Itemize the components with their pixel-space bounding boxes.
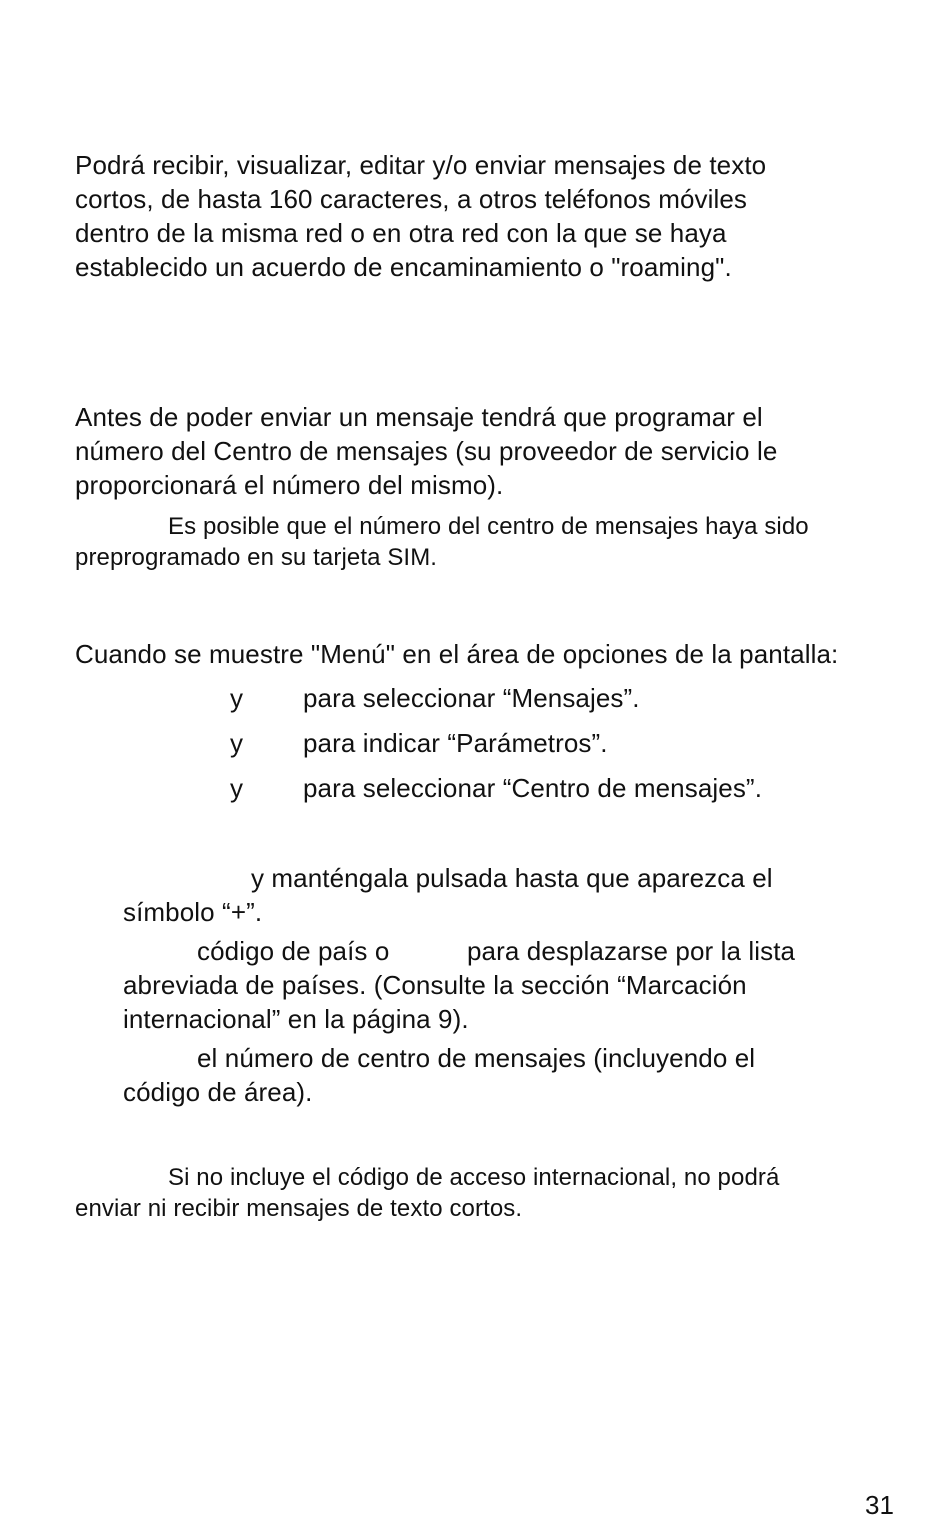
setup-line: proporcionará el número del mismo). bbox=[75, 470, 504, 500]
setup-line: número del Centro de mensajes (su proveedor de servicio le bbox=[75, 436, 778, 466]
step-connector: y bbox=[230, 683, 244, 713]
setup-line: Antes de poder enviar un mensaje tendrá que programar el bbox=[75, 402, 763, 432]
entry-step-3: el número de centro de mensajes (incluyendo el bbox=[197, 1043, 756, 1073]
intro-line: establecido un acuerdo de encaminamiento o "roaming". bbox=[75, 252, 732, 282]
note-line: enviar ni recibir mensajes de texto cortos. bbox=[75, 1195, 523, 1222]
step-connector: y bbox=[230, 728, 244, 758]
entry-step-2: abreviada de países. (Consulte la sección “Marcación bbox=[123, 970, 747, 1000]
page-number: 31 bbox=[865, 1490, 894, 1520]
intro-line: dentro de la misma red o en otra red con la que se haya bbox=[75, 218, 727, 248]
note-line: Si no incluye el código de acceso internacional, no podrá bbox=[168, 1164, 780, 1191]
entry-step-1: símbolo “+”. bbox=[123, 897, 263, 927]
step-text: para indicar “Parámetros”. bbox=[303, 728, 608, 758]
entry-step-2: para desplazarse por la lista bbox=[467, 936, 796, 966]
menu-intro: Cuando se muestre "Menú" en el área de opciones de la pantalla: bbox=[75, 639, 839, 669]
step-text: para seleccionar “Centro de mensajes”. bbox=[303, 773, 763, 803]
entry-step-1: y manténgala pulsada hasta que aparezca el bbox=[251, 863, 773, 893]
intro-line: cortos, de hasta 160 caracteres, a otros teléfonos móviles bbox=[75, 184, 748, 214]
step-text: para seleccionar “Mensajes”. bbox=[303, 683, 640, 713]
entry-step-3: código de área). bbox=[123, 1077, 313, 1107]
entry-step-2: código de país o bbox=[197, 936, 390, 966]
note-line: Es posible que el número del centro de mensajes haya sido bbox=[168, 513, 809, 540]
step-connector: y bbox=[230, 773, 244, 803]
note-line: preprogramado en su tarjeta SIM. bbox=[75, 544, 438, 571]
entry-step-2: internacional” en la página 9). bbox=[123, 1004, 469, 1034]
intro-line: Podrá recibir, visualizar, editar y/o enviar mensajes de texto bbox=[75, 150, 767, 180]
